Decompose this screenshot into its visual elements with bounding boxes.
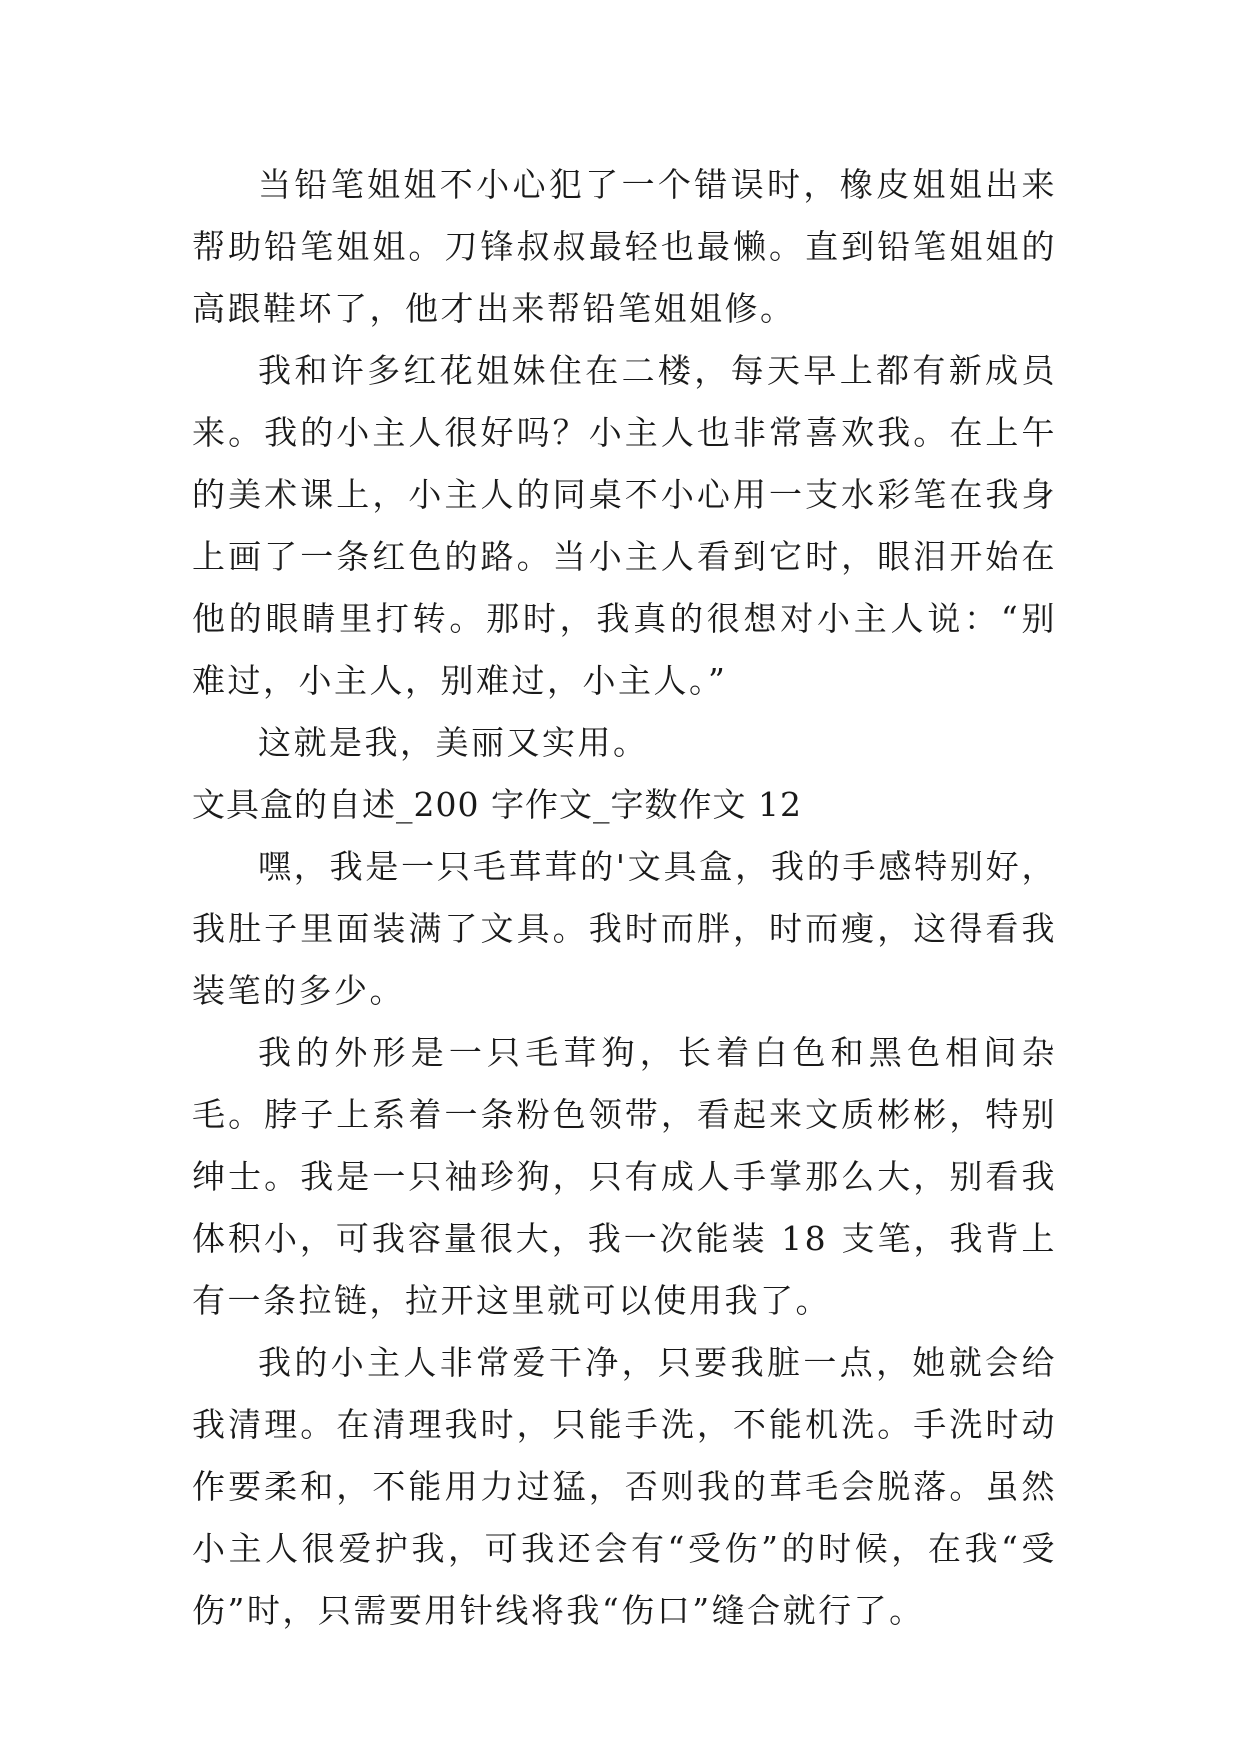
paragraph: 我的小主人非常爱干净，只要我脏一点，她就会给我清理。在清理我时，只能手洗，不能机洗。手洗时动作要柔和，不能用力过猛，否则我的茸毛会脱落。虽然小主人很爱护我，可我还会有“受伤”的时候，在我“受伤”时，只需要用针线将我“伤口”缝合就行了。 [192, 1343, 1057, 1630]
section-heading: 文具盒的自述_200 字作文_字数作文 12 [192, 785, 802, 824]
paragraph: 我和许多红花姐妹住在二楼，每天早上都有新成员来。我的小主人很好吗？小主人也非常喜欢我。在上午的美术课上，小主人的同桌不小心用一支水彩笔在我身上画了一条红色的路。当小主人看到它时，眼泪开始在他的眼睛里打转。那时，我真的很想对小主人说：“别难过，小主人，别难过，小主人。” [192, 351, 1057, 700]
paragraph: 嘿，我是一只毛茸茸的'文具盒，我的手感特别好，我肚子里面装满了文具。我时而胖，时而瘦，这得看我装笔的多少。 [192, 847, 1057, 1010]
document-body [192, 154, 1057, 1642]
paragraph: 当铅笔姐姐不小心犯了一个错误时，橡皮姐姐出来帮助铅笔姐姐。刀锋叔叔最轻也最懒。直到铅笔姐姐的高跟鞋坏了，他才出来帮铅笔姐姐修。 [192, 165, 1057, 328]
paragraph: 我的外形是一只毛茸狗，长着白色和黑色相间杂毛。脖子上系着一条粉色领带，看起来文质彬彬，特别绅士。我是一只袖珍狗，只有成人手掌那么大，别看我体积小，可我容量很大，我一次能装 18 支笔，我背上有一条拉链，拉开这里就可以使用我了。 [192, 1033, 1057, 1320]
paragraph: 这就是我，美丽又实用。 [258, 723, 649, 762]
